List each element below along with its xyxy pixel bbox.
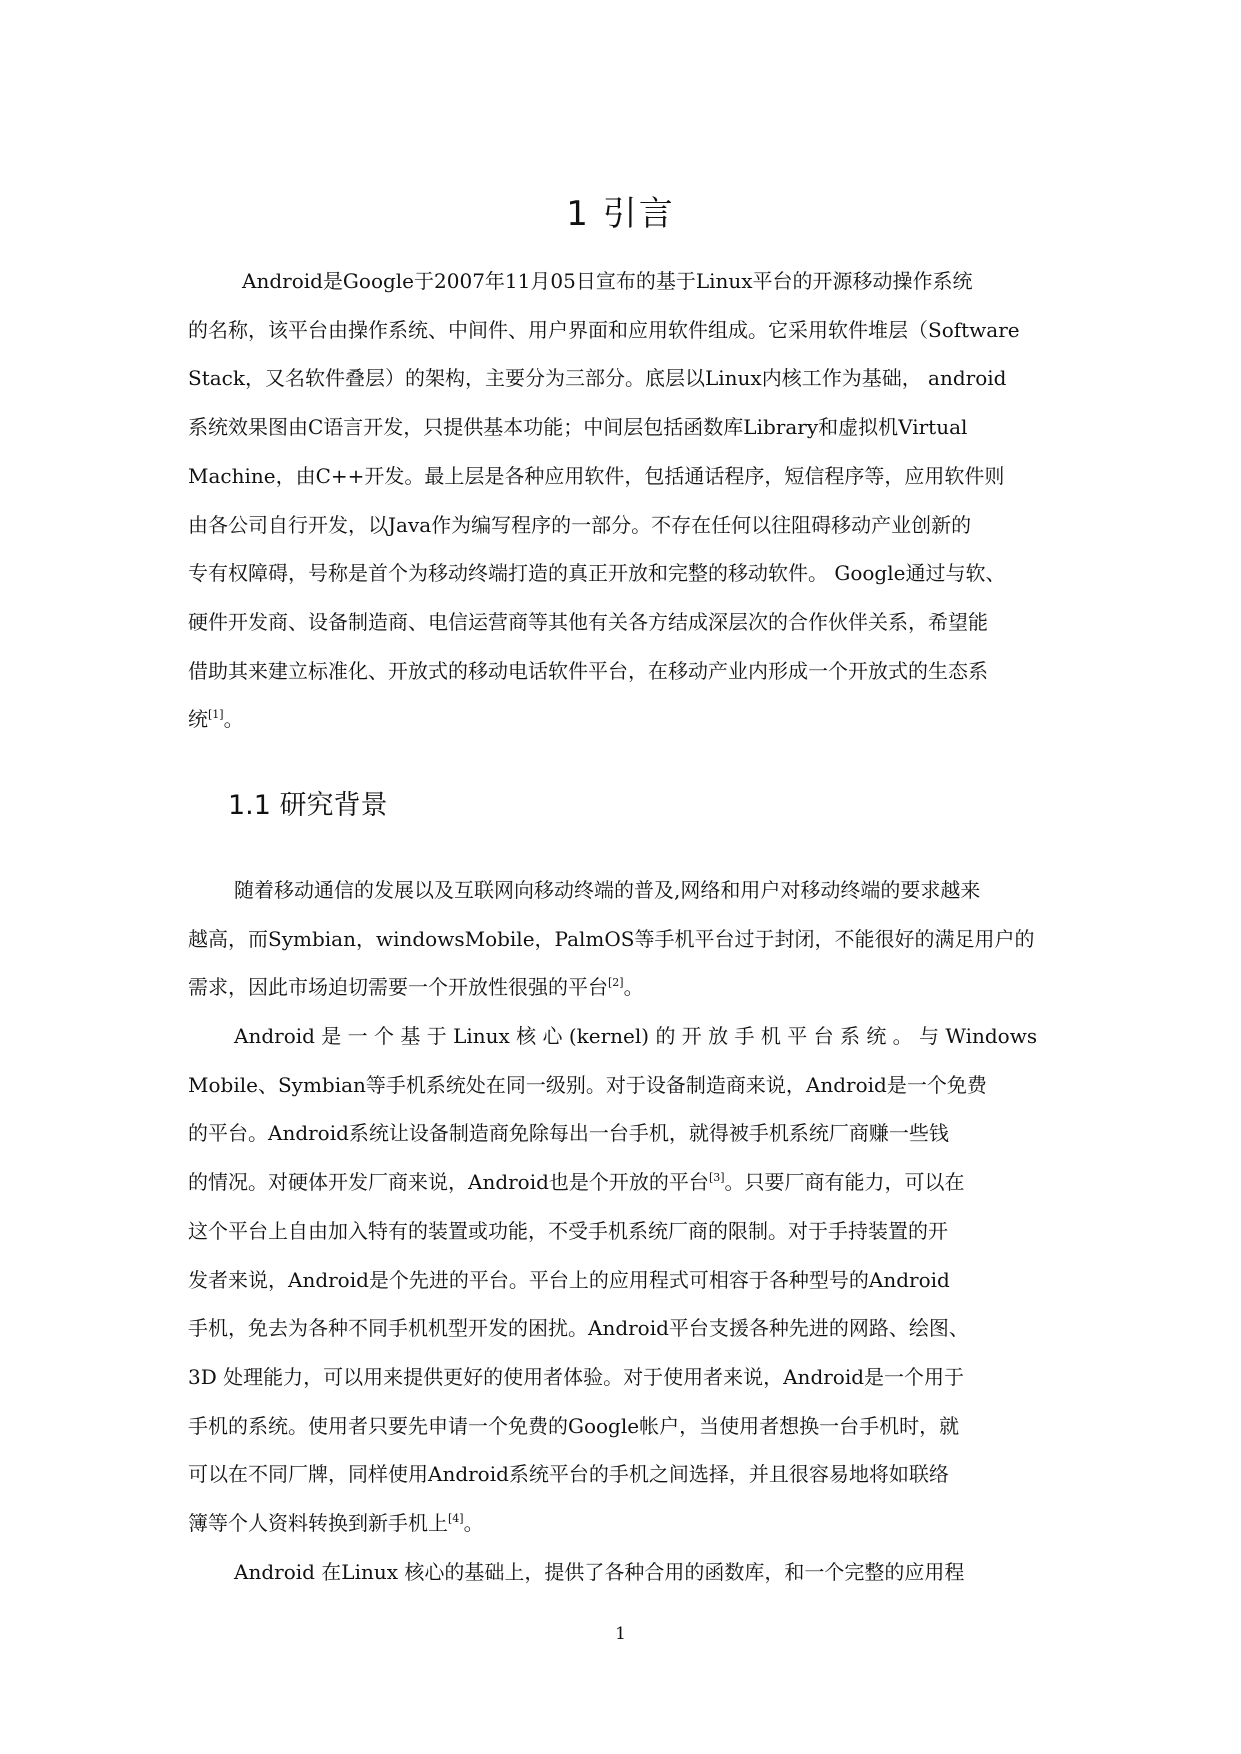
chapter-title: 1 引言	[566, 194, 675, 234]
paragraph-line: 手机，免去为各种不同手机机型开发的困扰。Android平台支援各种先进的网路、绘图、	[188, 1316, 969, 1341]
paragraph-line: 专有权障碍，号称是首个为移动终端打造的真正开放和完整的移动软件。 Google通过与软、	[188, 561, 1006, 586]
paragraph-line: 的平台。Android系统让设备制造商免除每出一台手机，就得被手机系统厂商赚一些钱	[188, 1121, 949, 1146]
line-end: 。	[463, 1511, 484, 1536]
paragraph-last-line	[188, 1499, 1054, 1548]
paragraph-line: Mobile、Symbian等手机系统处在同一级别。对于设备制造商来说，Android是一个免费	[188, 1072, 987, 1097]
paragraph-line: 3D 处理能力，可以用来提供更好的使用者体验。对于使用者来说，Android是一个用于	[188, 1364, 965, 1389]
paragraph-line: 随着移动通信的发展以及互联网向移动终端的普及,网络和用户对移动终端的要求越来	[234, 878, 981, 902]
citation-ref: [1]	[208, 708, 224, 722]
paragraph-last-line	[188, 963, 1054, 1012]
paragraph-line: 由各公司自行开发，以Java作为编写程序的一部分。不存在任何以往阻碍移动产业创新的	[188, 512, 972, 537]
paragraph-line: 的名称，该平台由操作系统、中间件、用户界面和应用软件组成。它采用软件堆层（Software	[188, 317, 1020, 342]
final-paragraph	[188, 1548, 1054, 1597]
paragraph-line: Android是Google于2007年11月05日宣布的基于Linux平台的开源移动操作系统	[242, 269, 973, 293]
paragraph-line: Android 是 一 个 基 于 Linux 核 心 (kernel) 的 开 放 手 机 平 台 系 统 。 与 Windows	[234, 1024, 1038, 1048]
paragraph-line: 越高，而Symbian，windowsMobile，PalmOS等手机平台过于封闭，不能很好的满足用户的	[188, 926, 1035, 951]
android-paragraph	[188, 1012, 1054, 1548]
line-text: 的情况。对硬体开发厂商来说，Android也是个开放的平台	[188, 1170, 709, 1195]
paragraph-line: 可以在不同厂牌，同样使用Android系统平台的手机之间选择，并且很容易地将如联络	[188, 1462, 949, 1487]
paragraph-line: Stack，又名软件叠层）的架构，主要分为三部分。底层以Linux内核工作为基础， android	[188, 366, 1007, 391]
line-text: 统	[188, 707, 208, 732]
paragraph-line: 借助其来建立标准化、开放式的移动电话软件平台，在移动产业内形成一个开放式的生态系	[188, 658, 988, 683]
paragraph-line: 系统效果图由C语言开发，只提供基本功能；中间层包括函数库Library和虚拟机Virtual	[188, 415, 968, 440]
paragraph-line: Android 在Linux 核心的基础上，提供了各种合用的函数库，和一个完整的应用程	[234, 1560, 965, 1584]
paragraph-line: 硬件开发商、设备制造商、电信运营商等其他有关各方结成深层次的合作伙伴关系，希望能	[188, 609, 988, 634]
intro-paragraph	[188, 257, 1054, 744]
paragraph-line: Machine，由C++开发。最上层是各种应用软件，包括通话程序，短信程序等，应用软件则	[188, 463, 1005, 488]
paragraph-line: 这个平台上自由加入特有的装置或功能，不受手机系统厂商的限制。对于手持装置的开	[188, 1218, 948, 1243]
line-end: 。	[623, 975, 644, 1000]
page-number: 1	[615, 1624, 626, 1644]
paragraph-line: 发者来说，Android是个先进的平台。平台上的应用程式可相容于各种型号的Android	[188, 1267, 950, 1292]
paragraph-last-line	[188, 695, 1054, 744]
section-title: 1.1 研究背景	[228, 790, 388, 821]
citation-ref: [2]	[608, 976, 624, 990]
line-end: 。	[223, 707, 244, 732]
line-text: 。只要厂商有能力，可以在	[724, 1170, 965, 1195]
line-text: 簿等个人资料转换到新手机上	[188, 1511, 448, 1536]
citation-ref: [4]	[448, 1512, 464, 1526]
background-paragraph	[188, 866, 1054, 1012]
paragraph-line	[188, 1158, 1054, 1207]
citation-ref: [3]	[708, 1171, 725, 1185]
line-text: 需求，因此市场迫切需要一个开放性很强的平台	[188, 975, 608, 1000]
paragraph-line: 手机的系统。使用者只要先申请一个免费的Google帐户，当使用者想换一台手机时，就	[188, 1413, 960, 1438]
